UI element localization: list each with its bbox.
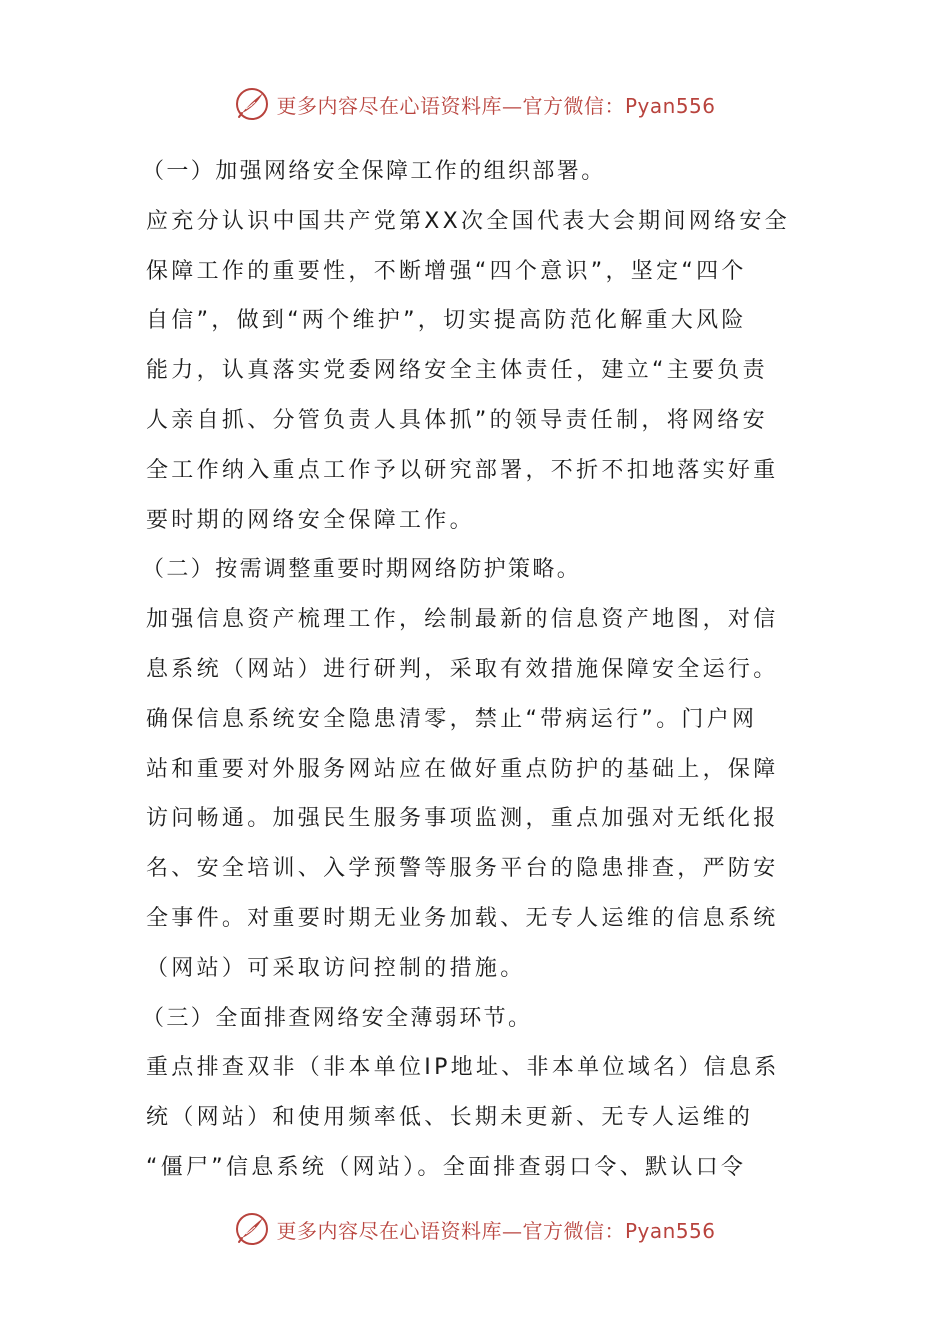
watermark-text bbox=[276, 1215, 715, 1244]
header-watermark bbox=[0, 82, 950, 126]
body-line: 全工作纳入重点工作予以研究部署，不折不扣地落实好重 bbox=[146, 457, 779, 483]
body-line: 自信”，做到“两个维护”，切实提高防范化解重大风险 bbox=[146, 308, 747, 334]
official-label: 官方微信： bbox=[522, 1218, 625, 1243]
quill-logo-icon bbox=[234, 86, 270, 122]
document-body bbox=[142, 147, 808, 1193]
section-heading-1: （一）加强网络安全保障工作的组织部署。 bbox=[142, 159, 606, 184]
wechat-id: Pyan556 bbox=[624, 93, 716, 118]
body-line: 站和重要对外服务网站应在做好重点防护的基础上，保障 bbox=[146, 756, 779, 782]
dash: — bbox=[501, 1218, 523, 1243]
body-line: 确保信息系统安全隐患清零，禁止“带病运行”。门户网 bbox=[146, 706, 758, 732]
body-line: 加强信息资产梳理工作，绘制最新的信息资产地图，对信 bbox=[146, 607, 779, 633]
official-label: 官方微信： bbox=[522, 93, 625, 118]
body-line: 要时期的网络安全保障工作。 bbox=[146, 507, 475, 533]
body-line: 访问畅通。加强民生服务事项监测，重点加强对无纸化报 bbox=[146, 806, 779, 832]
body-line: 息系统（网站）进行研判，采取有效措施保障安全运行。 bbox=[146, 656, 779, 682]
body-line: 保障工作的重要性，不断增强“四个意识”，坚定“四个 bbox=[146, 258, 747, 284]
wechat-id: Pyan556 bbox=[624, 1218, 716, 1243]
quill-logo-icon bbox=[234, 1211, 270, 1247]
section-heading-3: （三）全面排查网络安全薄弱环节。 bbox=[142, 1005, 533, 1031]
section-heading-2: （二）按需调整重要时期网络防护策略。 bbox=[142, 557, 582, 583]
body-line: 人亲自抓、分管负责人具体抓”的领导责任制，将网络安 bbox=[146, 407, 768, 433]
dash: — bbox=[501, 93, 523, 118]
body-line: 名、安全培训、入学预警等服务平台的隐患排查，严防安 bbox=[146, 856, 779, 882]
footer-watermark bbox=[0, 1207, 950, 1251]
body-line: 应充分认识中国共产党第XX次全国代表大会期间网络安全 bbox=[146, 208, 790, 234]
body-line: 全事件。对重要时期无业务加载、无专人运维的信息系统 bbox=[146, 905, 779, 931]
body-line: 能力，认真落实党委网络安全主体责任，建立“主要负责 bbox=[146, 358, 768, 384]
watermark-text bbox=[276, 90, 715, 119]
body-line: “僵尸”信息系统（网站）。全面排查弱口令、默认口令 bbox=[146, 1154, 747, 1180]
site-text: 更多内容尽在心语资料库 bbox=[276, 93, 502, 118]
body-line: 重点排查双非（非本单位IP地址、非本单位域名）信息系 bbox=[146, 1055, 780, 1081]
body-line: 统（网站）和使用频率低、长期未更新、无专人运维的 bbox=[146, 1105, 754, 1131]
body-line: （网站）可采取访问控制的措施。 bbox=[146, 955, 526, 981]
site-text: 更多内容尽在心语资料库 bbox=[276, 1218, 502, 1243]
